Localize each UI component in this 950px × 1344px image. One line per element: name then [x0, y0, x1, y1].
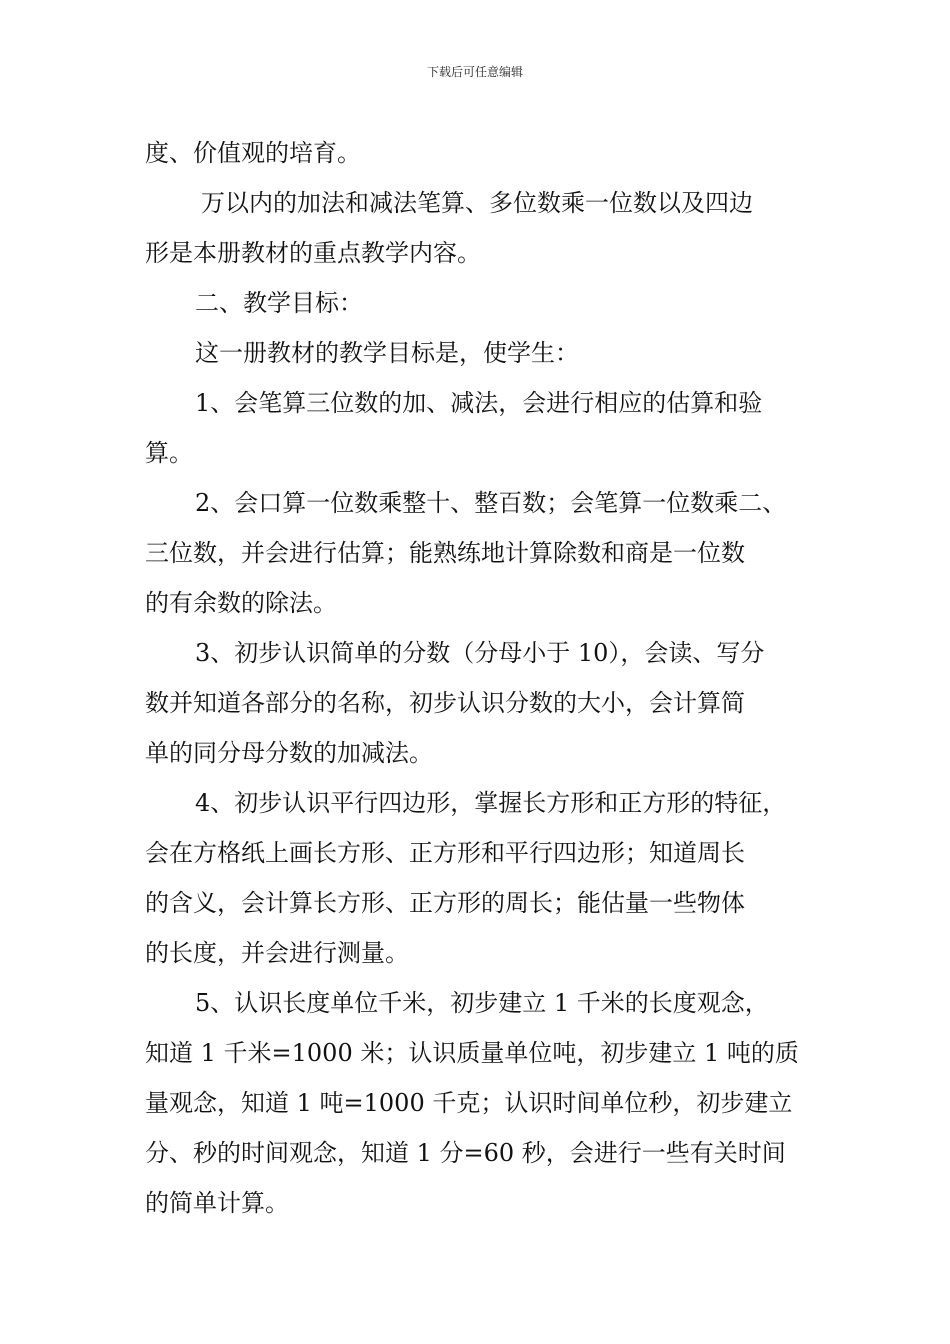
text-line: 分、秒的时间观念，知道 1 分=60 秒，会进行一些有关时间 [145, 1139, 786, 1167]
page-header: 下载后可任意编辑 [426, 65, 523, 79]
text-line: 的简单计算。 [145, 1189, 289, 1217]
text-line: 三位数，并会进行估算；能熟练地计算除数和商是一位数 [145, 539, 745, 567]
list-item: 3、初步认识简单的分数（分母小于 10），会读、写分 [195, 639, 765, 667]
text-line: 算。 [145, 439, 193, 467]
text-line: 知道 1 千米=1000 米；认识质量单位吨，初步建立 1 吨的质 [145, 1039, 799, 1067]
list-item: 4、初步认识平行四边形，掌握长方形和正方形的特征， [195, 789, 787, 817]
text-line: 单的同分母分数的加减法。 [145, 739, 433, 767]
text-line: 的长度，并会进行测量。 [145, 939, 409, 967]
section-heading: 二、教学目标： [195, 289, 363, 317]
list-item: 1、会笔算三位数的加、减法，会进行相应的估算和验 [195, 389, 763, 417]
text-line: 数并知道各部分的名称，初步认识分数的大小，会计算简 [145, 689, 745, 717]
text-line: 量观念，知道 1 吨=1000 千克；认识时间单位秒，初步建立 [145, 1089, 793, 1117]
text-line: 会在方格纸上画长方形、正方形和平行四边形；知道周长 [145, 839, 745, 867]
text-line: 万以内的加法和减法笔算、多位数乘一位数以及四边 [201, 189, 753, 217]
text-line: 这一册教材的教学目标是，使学生： [195, 339, 579, 367]
document-body [145, 128, 825, 1228]
text-line: 的有余数的除法。 [145, 589, 337, 617]
text-line: 度、价值观的培育。 [145, 139, 361, 167]
list-item: 2、会口算一位数乘整十、整百数；会笔算一位数乘二、 [195, 489, 787, 517]
text-line: 形是本册教材的重点教学内容。 [145, 239, 481, 267]
text-line: 的含义，会计算长方形、正方形的周长；能估量一些物体 [145, 889, 745, 917]
list-item: 5、认识长度单位千米，初步建立 1 千米的长度观念， [195, 989, 769, 1017]
